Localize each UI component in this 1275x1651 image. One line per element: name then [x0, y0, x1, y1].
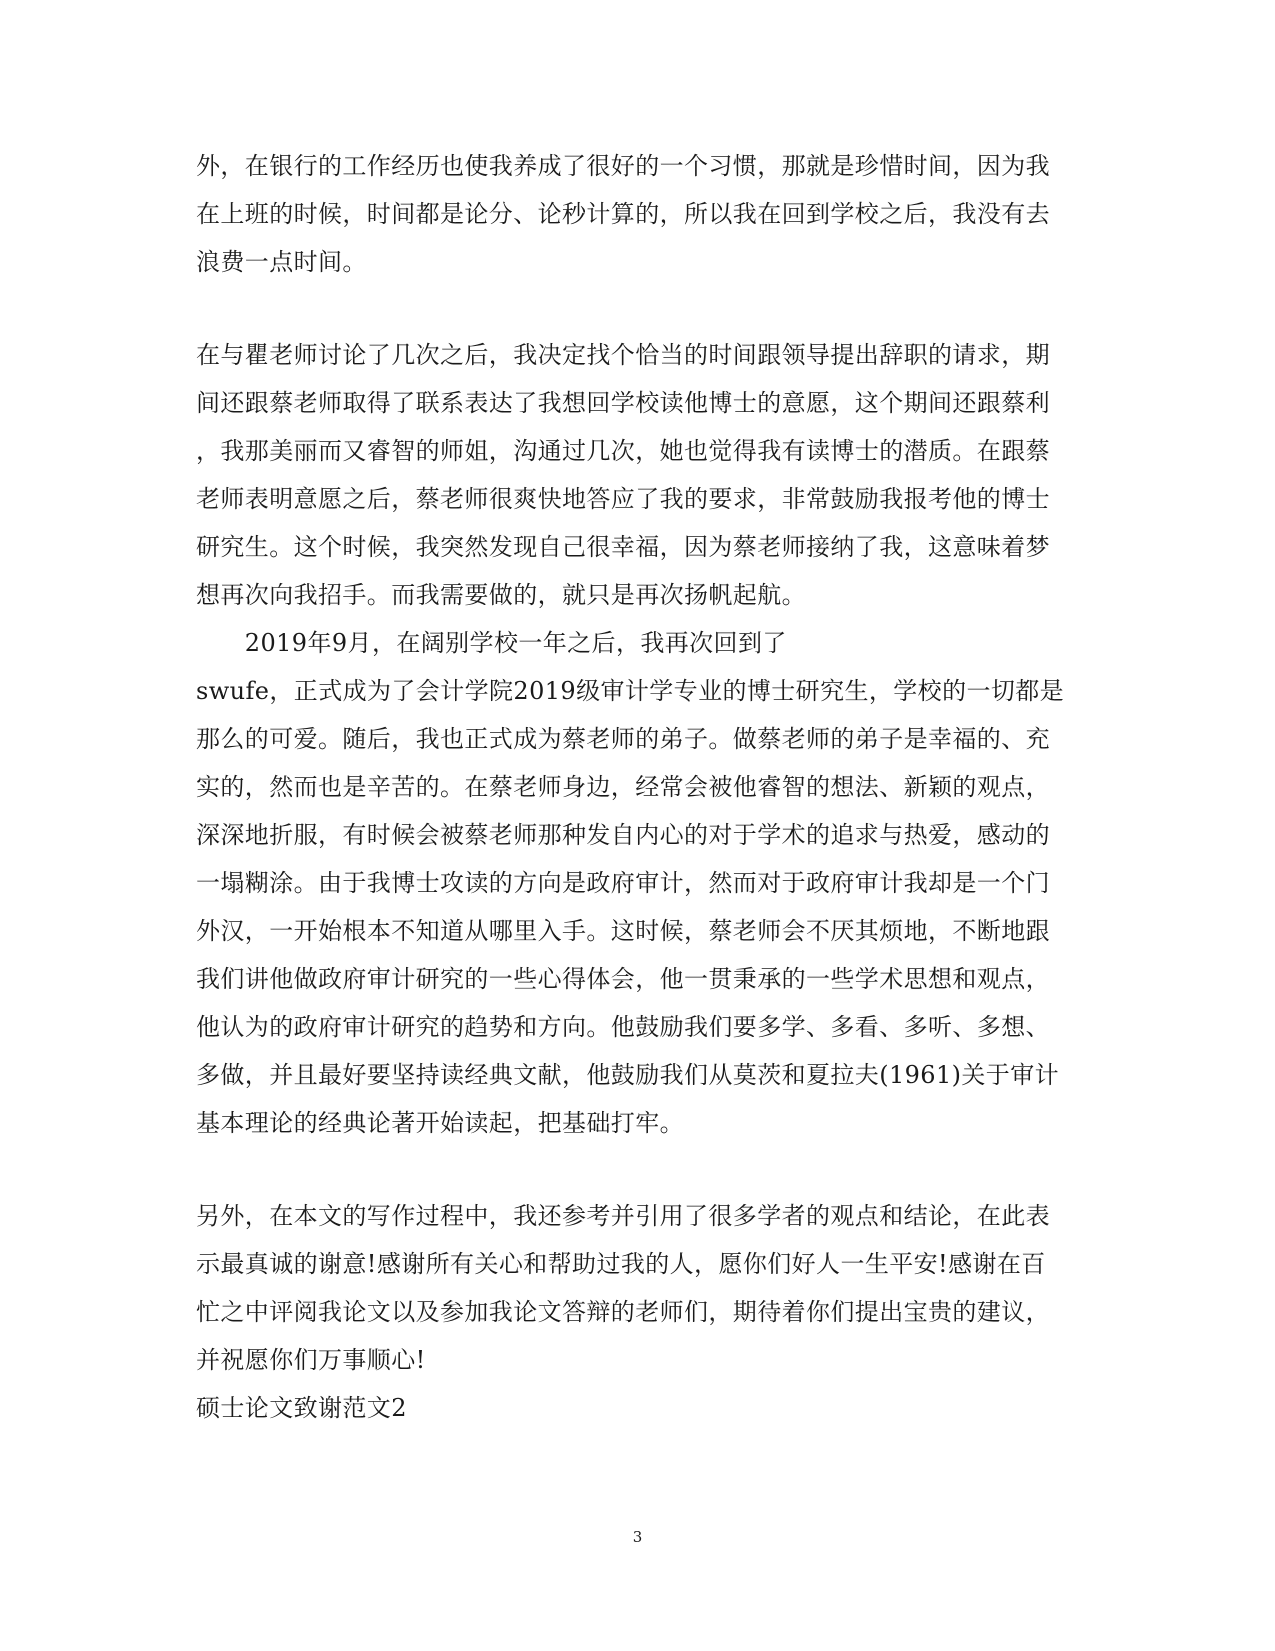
text-line: 示最真诚的谢意!感谢所有关心和帮助过我的人，愿你们好人一生平安!感谢在百	[196, 1250, 1046, 1278]
text-line: 深深地折服，有时候会被蔡老师那种发自内心的对于学术的追求与热爱，感动的	[196, 821, 1050, 849]
text-line: 多做，并且最好要坚持读经典文献，他鼓励我们从莫茨和夏拉夫(1961)关于审计	[196, 1061, 1060, 1089]
text-line: 老师表明意愿之后，蔡老师很爽快地答应了我的要求，非常鼓励我报考他的博士	[196, 485, 1050, 513]
text-line: 他认为的政府审计研究的趋势和方向。他鼓励我们要多学、多看、多听、多想、	[196, 1013, 1050, 1041]
page-number: 3	[632, 1528, 643, 1546]
text-line: 浪费一点时间。	[196, 248, 367, 276]
section-heading: 硕士论文致谢范文2	[196, 1394, 407, 1422]
text-line: 想再次向我招手。而我需要做的，就只是再次扬帆起航。	[196, 581, 806, 609]
text-line: 另外，在本文的写作过程中，我还参考并引用了很多学者的观点和结论，在此表	[196, 1202, 1050, 1230]
text-line: 一塌糊涂。由于我博士攻读的方向是政府审计，然而对于政府审计我却是一个门	[196, 869, 1050, 897]
text-line: 基本理论的经典论著开始读起，把基础打牢。	[196, 1109, 684, 1137]
text-line: 在上班的时候，时间都是论分、论秒计算的，所以我在回到学校之后，我没有去	[196, 200, 1050, 228]
text-line: 忙之中评阅我论文以及参加我论文答辩的老师们，期待着你们提出宝贵的建议，	[196, 1298, 1050, 1326]
text-line: 我们讲他做政府审计研究的一些心得体会，他一贯秉承的一些学术思想和观点，	[196, 965, 1050, 993]
text-line: 2019年9月，在阔别学校一年之后，我再次回到了	[196, 629, 787, 657]
text-line: 那么的可爱。随后，我也正式成为蔡老师的弟子。做蔡老师的弟子是幸福的、充	[196, 725, 1050, 753]
text-line: 在与瞿老师讨论了几次之后，我决定找个恰当的时间跟领导提出辞职的请求，期	[196, 341, 1050, 369]
text-line: swufe，正式成为了会计学院2019级审计学专业的博士研究生，学校的一切都是	[196, 677, 1065, 705]
text-line: 并祝愿你们万事顺心!	[196, 1346, 426, 1374]
text-line: 研究生。这个时候，我突然发现自己很幸福，因为蔡老师接纳了我，这意味着梦	[196, 533, 1050, 561]
text-line: 外，在银行的工作经历也使我养成了很好的一个习惯，那就是珍惜时间，因为我	[196, 152, 1050, 180]
text-line: 间还跟蔡老师取得了联系表达了我想回学校读他博士的意愿，这个期间还跟蔡利	[196, 389, 1050, 417]
text-line: ，我那美丽而又睿智的师姐，沟通过几次，她也觉得我有读博士的潜质。在跟蔡	[196, 437, 1050, 465]
text-line: 实的，然而也是辛苦的。在蔡老师身边，经常会被他睿智的想法、新颖的观点，	[196, 773, 1050, 801]
text-line: 外汉，一开始根本不知道从哪里入手。这时候，蔡老师会不厌其烦地，不断地跟	[196, 917, 1050, 945]
